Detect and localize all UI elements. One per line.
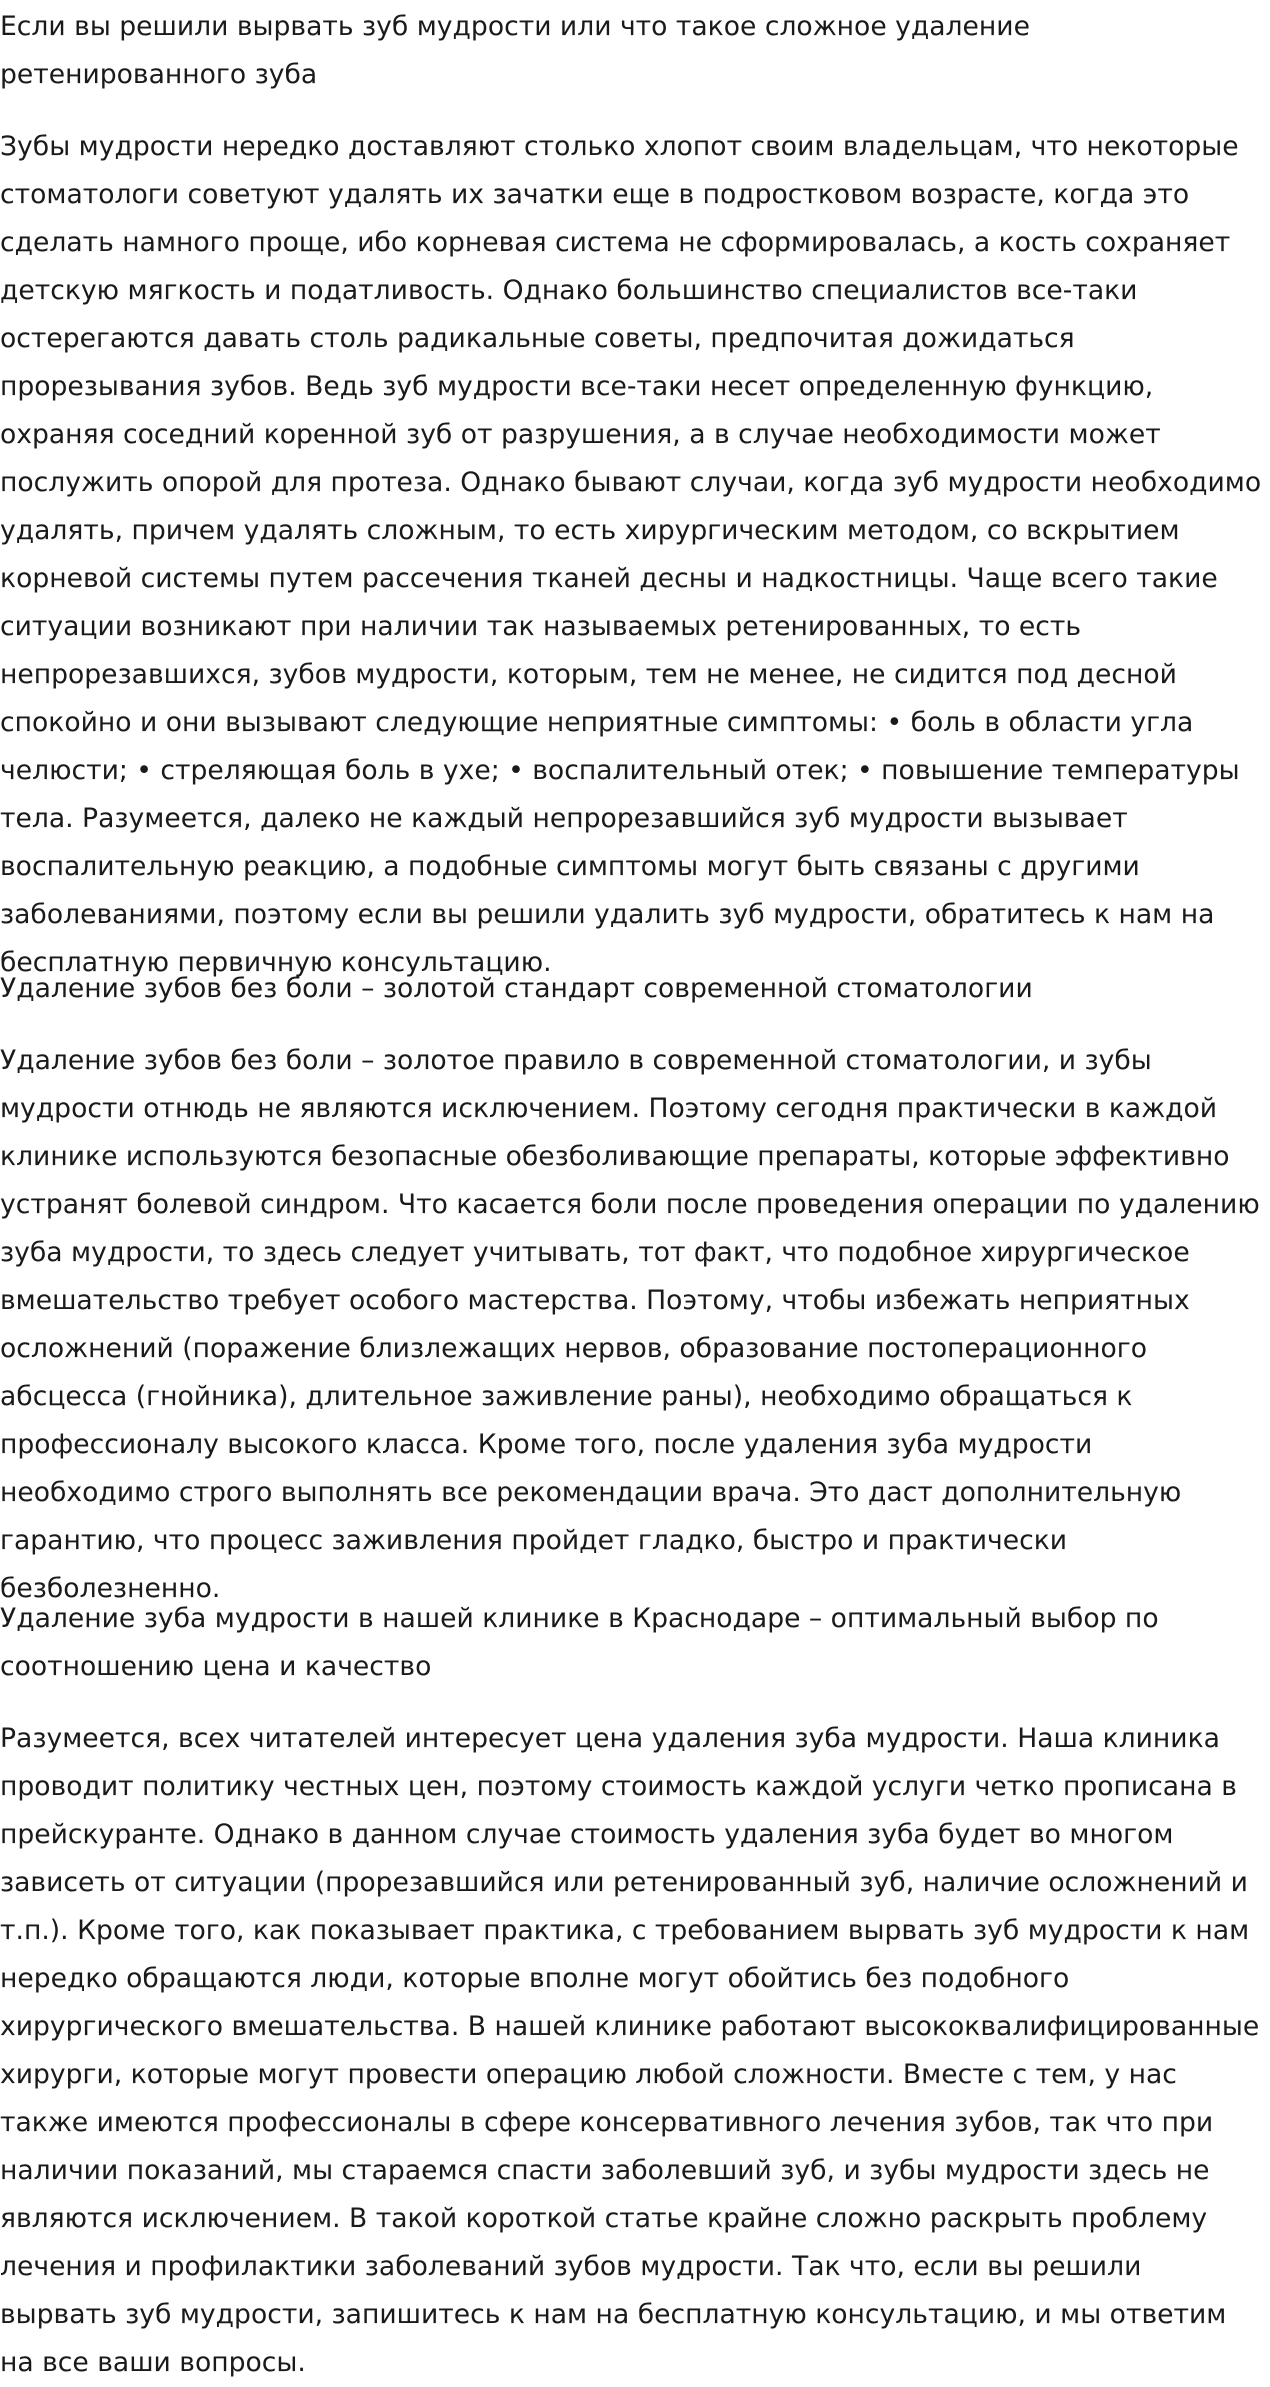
section-heading-painless-removal: Удаление зубов без боли – золотой стандарт современной стоматологии — [0, 973, 1033, 1004]
paragraph-wisdom-teeth-problems: Зубы мудрости нередко доставляют столько хлопот своим владельцам, что некоторые стоматологи советуют удалять их зачатки еще в подростковом возрасте, когда это сделать намного проще, ибо корневая система не сформировалась, а кость сохраняет детскую мягкость и податливость. Однако большинство специалистов все-таки остерегаются давать столь радикальные советы, предпочитая дожидаться прорезывания зубов. Ведь зуб мудрости все-таки несет определенную функцию, охраняя соседний коренной зуб от разрушения, а в случае необходимости может послужить опорой для протеза. Однако бывают случаи, когда зуб мудрости необходимо удалять, причем удалять сложным, то есть хирургическим методом, со вскрытием корневой системы путем рассечения тканей десны и надкостницы. Чаще всего такие ситуации возникают при наличии так называемых ретенированных, то есть непрорезавшихся, зубов мудрости, которым, тем не менее, не сидится под десной спокойно и они вызывают следующие неприятные симптомы: • боль в области угла челюсти; • стреляющая боль в ухе; • воспалительный отек; • повышение температуры тела. Разумеется, далеко не каждый непрорезавшийся зуб мудрости вызывает воспалительную реакцию, а подобные симптомы могут быть связаны с другими заболеваниями, поэтому если вы решили удалить зуб мудрости, обратитесь к нам на бесплатную первичную консультацию. — [0, 131, 1262, 978]
paragraph-painless-removal: Удаление зубов без боли – золотое правило в современной стоматологии, и зубы мудрости отнюдь не являются исключением. Поэтому сегодня практически в каждой клинике используются безопасные обезболивающие препараты, которые эффективно устранят болевой синдром. Что касается боли после проведения операции по удалению зуба мудрости, то здесь следует учитывать, тот факт, что подобное хирургическое вмешательство требует особого мастерства. Поэтому, чтобы избежать неприятных осложнений (поражение близлежащих нервов, образование постоперационного абсцесса (гнойника), длительное заживление раны), необходимо обращаться к профессионалу высокого класса. Кроме того, после удаления зуба мудрости необходимо строго выполнять все рекомендации врача. Это даст дополнительную гарантию, что процесс заживления пройдет гладко, быстро и практически безболезненно. — [0, 1045, 1260, 1604]
paragraph-price-and-quality: Разумеется, всех читателей интересует цена удаления зуба мудрости. Наша клиника проводит политику честных цен, поэтому стоимость каждой услуги четко прописана в прейскуранте. Однако в данном случае стоимость удаления зуба будет во многом зависеть от ситуации (прорезавшийся или ретенированный зуб, наличие осложнений и т.п.). Кроме того, как показывает практика, с требованием вырвать зуб мудрости к нам нередко обращаются люди, которые вполне могут обойтись без подобного хирургического вмешательства. В нашей клинике работают высококвалифицированные хирурги, которые могут провести операцию любой сложности. Вместе с тем, у нас также имеются профессионалы в сфере консервативного лечения зубов, так что при наличии показаний, мы стараемся спасти заболевший зуб, и зубы мудрости здесь не являются исключением. В такой короткой статье крайне сложно раскрыть проблему лечения и профилактики заболеваний зубов мудрости. Так что, если вы решили вырвать зуб мудрости, запишитесь к нам на бесплатную консультацию, и мы ответим на все ваши вопросы. — [0, 1723, 1260, 2378]
intro-heading: Если вы решили вырвать зуб мудрости или что такое сложное удаление ретенированного зуба — [0, 11, 1030, 90]
section-heading-clinic-krasnodar: Удаление зуба мудрости в нашей клинике в Краснодаре – оптимальный выбор по соотношению цена и качество — [0, 1603, 1159, 1682]
